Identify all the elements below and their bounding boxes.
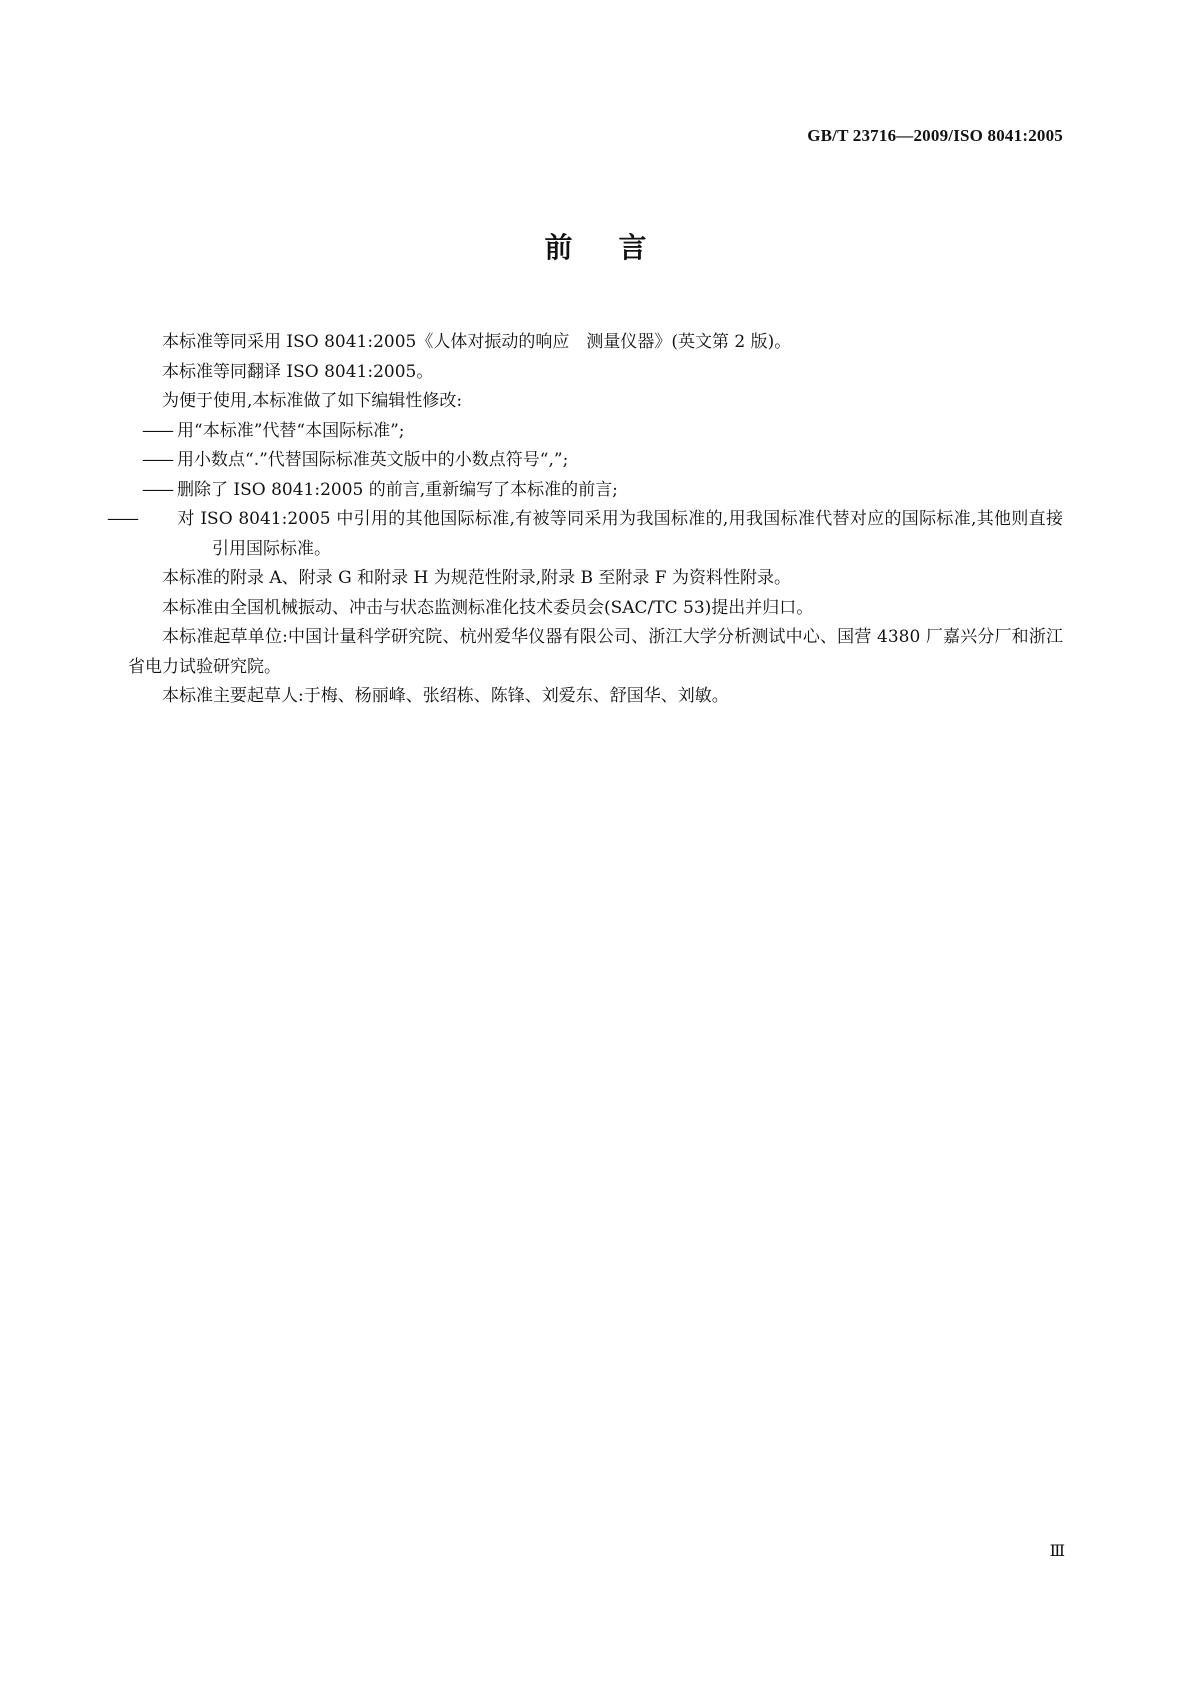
page-number: Ⅲ <box>1049 1543 1064 1560</box>
paragraph-translation: 本标准等同翻译 ISO 8041:2005。 <box>162 361 434 382</box>
paragraph-drafting-units: 本标准起草单位:中国计量科学研究院、杭州爱华仪器有限公司、浙江大学分析测试中心、国营 4380 厂嘉兴分厂和浙江省电力试验研究院。 <box>128 627 1063 677</box>
list-item <box>128 476 1063 506</box>
paragraph-annexes: 本标准的附录 A、附录 G 和附录 H 为规范性附录,附录 B 至附录 F 为资料性附录。 <box>162 568 792 588</box>
list-dash: —— <box>142 450 172 470</box>
list-item-text: 用“本标准”代替“本国际标准”; <box>177 420 405 441</box>
page-title: 前言 <box>544 231 693 264</box>
list-item-text: 用小数点“.”代替国际标准英文版中的小数点符号“,”; <box>177 450 569 470</box>
list-item-text: 对 ISO 8041:2005 中引用的其他国际标准,有被等同采用为我国标准的,用我国标准代替对应的国际标准,其他则直接引用国际标准。 <box>177 509 1063 559</box>
foreword-body <box>107 328 1063 712</box>
paragraph-edits-intro: 为便于使用,本标准做了如下编辑性修改: <box>162 391 463 411</box>
paragraph-drafters: 本标准主要起草人:于梅、杨丽峰、张绍栋、陈锋、刘爱东、舒国华、刘敏。 <box>162 686 729 706</box>
list-dash: —— <box>142 479 172 500</box>
list-item <box>128 446 1063 476</box>
list-item <box>107 505 1063 564</box>
paragraph-committee: 本标准由全国机械振动、冲击与状态监测标准化技术委员会(SAC/TC 53)提出并归口。 <box>162 597 814 618</box>
list-item <box>128 417 1063 447</box>
standard-code: GB/T 23716—2009/ISO 8041:2005 <box>807 126 1063 145</box>
paragraph-adoption: 本标准等同采用 ISO 8041:2005《人体对振动的响应 测量仪器》(英文第 2 版)。 <box>162 332 792 352</box>
list-dash: —— <box>107 509 137 529</box>
list-item-text: 删除了 ISO 8041:2005 的前言,重新编写了本标准的前言; <box>177 479 618 500</box>
list-dash: —— <box>142 420 172 441</box>
